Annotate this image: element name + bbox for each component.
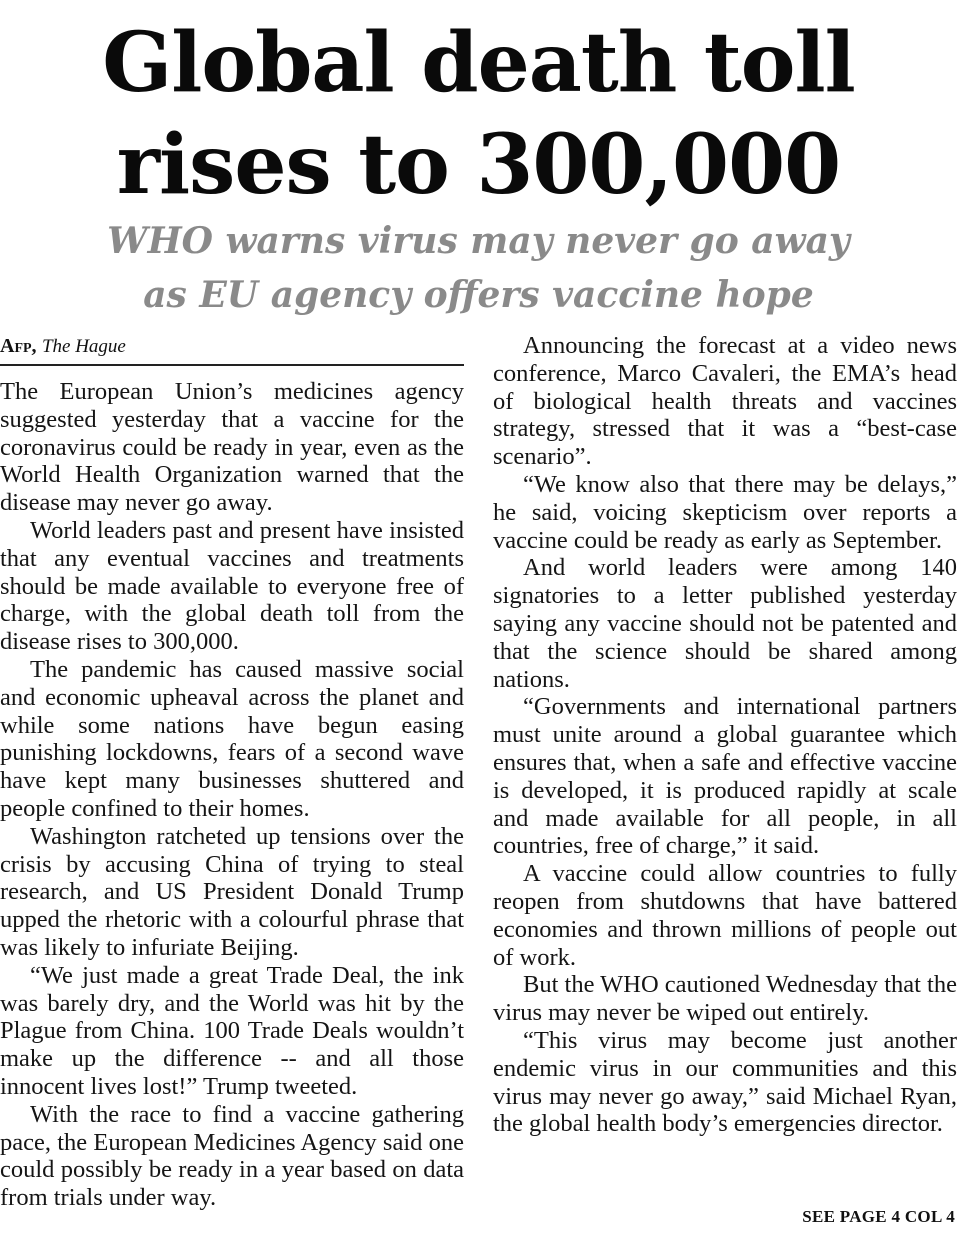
article-column-right — [493, 332, 957, 1138]
paragraph: Washington ratcheted up tensions over the crisis by accusing China of trying to steal research, and US President Donald Trump upped the rhetoric with a colourful phrase that was likely to infuriate Beijing. — [0, 822, 464, 961]
article-column-left — [0, 378, 464, 1212]
paragraph: “We just made a great Trade Deal, the ink was barely dry, and the World was hit by the Plague from China. 100 Trade Deals wouldn’t make up the difference -- and all those innocent lives lost!” Trump tweeted. — [0, 961, 464, 1100]
paragraph: Announcing the forecast at a video news conference, Marco Cavaleri, the EMA’s head of biological health threats and vaccines strategy, stressed that it was a “best-case scenario”. — [493, 332, 957, 471]
paragraph: The European Union’s medicines agency suggested yesterday that a vaccine for the coronavirus could be ready in year, even as the World Health Organization warned that the disease may never go away. — [0, 378, 464, 517]
paragraph: World leaders past and present have insisted that any eventual vaccines and treatments should be made available to everyone free of charge, with the global death toll from the disease rises to 300,000. — [0, 516, 464, 656]
paragraph: The pandemic has caused massive social and economic upheaval across the planet and while some nations have begun easing punishing lockdowns, fears of a second wave have kept many businesses shuttered and people confined to their homes. — [0, 655, 464, 822]
byline — [0, 334, 464, 366]
byline-agency: Afp, — [0, 335, 37, 357]
paragraph: “This virus may become just another endemic virus in our communities and this virus may never go away,” said Michael Ryan, the global health body’s emergencies director. — [493, 1026, 957, 1138]
headline-line-2: rises to 300,000 — [116, 117, 841, 213]
paragraph: “We know also that there may be delays,” he said, voicing skepticism over reports a vaccine could be ready as early as September. — [493, 470, 957, 554]
continuation-jump-line: SEE PAGE 4 COL 4 — [802, 1207, 955, 1226]
paragraph: A vaccine could allow countries to fully reopen from shutdowns that have battered economies and thrown millions of people out of work. — [493, 860, 957, 971]
byline-dateline: The Hague — [41, 336, 126, 357]
subheadline-line-1: WHO warns virus may never go away — [107, 220, 850, 262]
paragraph: But the WHO cautioned Wednesday that the virus may never be wiped out entirely. — [493, 971, 957, 1027]
subheadline — [0, 214, 957, 322]
headline — [0, 12, 957, 216]
paragraph: “Governments and international partners must unite around a global guarantee which ensures that, when a safe and effective vaccine is developed, it is produced rapidly at scale and made available for all people, in all countries, free of charge,” it said. — [493, 693, 957, 860]
headline-line-1: Global death toll — [102, 15, 855, 111]
subheadline-line-2: as EU agency offers vaccine hope — [143, 274, 814, 316]
paragraph: With the race to find a vaccine gathering pace, the European Medicines Agency said one could possibly be ready in a year based on data from trials under way. — [0, 1100, 464, 1212]
paragraph: And world leaders were among 140 signatories to a letter published yesterday saying any vaccine should not be patented and that the science should be shared among nations. — [493, 554, 957, 693]
